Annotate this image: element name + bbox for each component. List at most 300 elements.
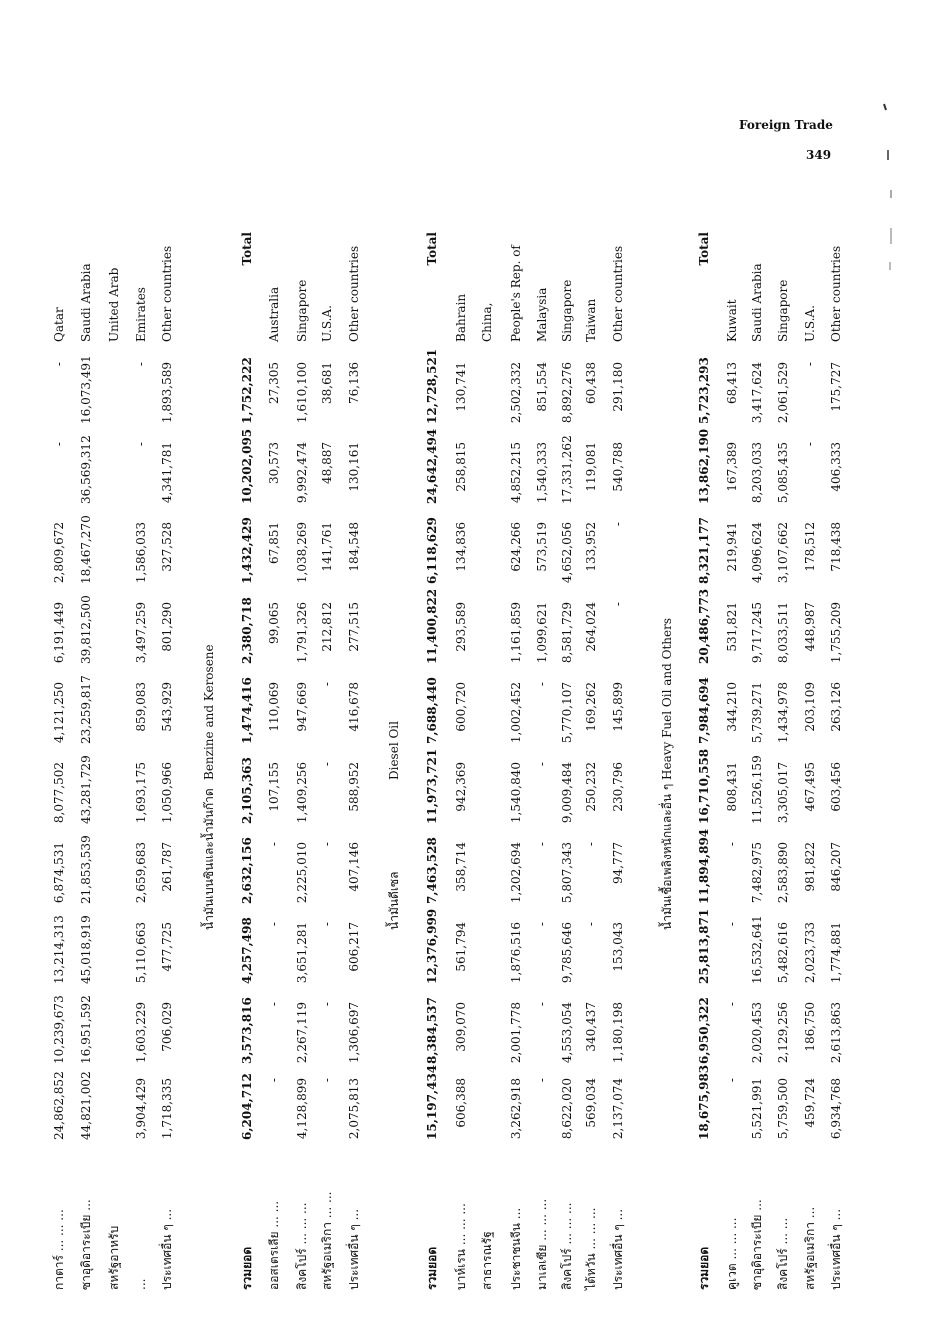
- value-cell: 17,331,262: [560, 435, 574, 504]
- table-row: [533, 220, 551, 1290]
- value-cell: 291,180: [611, 362, 625, 412]
- value-cell: 1,755,209: [829, 602, 843, 664]
- table-row: [582, 220, 600, 1290]
- row-label-th: รวมยอด: [697, 1246, 711, 1290]
- value-cell: 4,652,056: [560, 522, 574, 584]
- value-cell: -: [535, 1002, 549, 1007]
- value-cell: 851,554: [535, 362, 549, 412]
- value-cell: 467,495: [803, 762, 817, 812]
- value-cell: 11,973,721: [425, 748, 439, 824]
- table-row: [452, 220, 470, 1290]
- value-cell: -: [320, 842, 334, 847]
- value-cell: 277,515: [347, 602, 361, 652]
- value-cell: -: [535, 922, 549, 927]
- value-cell: 5,759,500: [776, 1078, 790, 1140]
- value-cell: 718,438: [829, 522, 843, 572]
- value-cell: 43,281,729: [79, 755, 93, 824]
- row-label-en: United Arab: [107, 267, 121, 342]
- value-cell: 76,136: [347, 362, 361, 404]
- table-row: [558, 220, 576, 1290]
- value-cell: 448,987: [803, 602, 817, 652]
- value-cell: 2,061,529: [776, 362, 790, 424]
- value-cell: -: [320, 1002, 334, 1007]
- value-cell: 5,085,435: [776, 442, 790, 504]
- section-title-th: น้ำมันเบนซินและน้ำมันก๊าด: [202, 788, 216, 930]
- value-cell: 18,675,983: [697, 1064, 711, 1140]
- value-cell: 1,876,516: [509, 922, 523, 984]
- value-cell: 7,688,440: [425, 677, 439, 744]
- table-row: [609, 220, 627, 1290]
- value-cell: 2,809,672: [52, 522, 66, 584]
- value-cell: 212,812: [320, 602, 334, 652]
- value-cell: 134,836: [454, 522, 468, 572]
- value-cell: 3,305,017: [776, 762, 790, 824]
- value-cell: 169,262: [584, 682, 598, 732]
- value-cell: 2,583,890: [776, 842, 790, 904]
- value-cell: 2,225,010: [295, 842, 309, 904]
- row-label-en: Saudi Arabia: [750, 263, 764, 342]
- value-cell: -: [584, 842, 598, 847]
- value-cell: 21,853,539: [79, 835, 93, 904]
- value-cell: 133,952: [584, 522, 598, 572]
- value-cell: 4,096,624: [750, 522, 764, 584]
- value-cell: 846,207: [829, 842, 843, 892]
- value-cell: 175,727: [829, 362, 843, 412]
- value-cell: -: [611, 602, 625, 607]
- section-title-en: Diesel Oil: [387, 721, 401, 780]
- value-cell: 1,693,175: [134, 762, 148, 824]
- value-cell: 1,540,840: [509, 762, 523, 824]
- row-label-en: Bahrain: [454, 293, 468, 342]
- value-cell: 588,952: [347, 762, 361, 812]
- value-cell: 624,266: [509, 522, 523, 572]
- value-cell: 6,204,712: [240, 1073, 254, 1140]
- table-row: [105, 220, 123, 1290]
- value-cell: 1,038,269: [295, 522, 309, 584]
- row-label-en: Total: [240, 232, 254, 266]
- value-cell: 10,239,673: [52, 995, 66, 1064]
- value-cell: 264,024: [584, 602, 598, 652]
- value-cell: 203,109: [803, 682, 817, 732]
- row-label-th: สาธารณรัฐ: [480, 1231, 494, 1290]
- value-cell: 706,029: [160, 1002, 174, 1052]
- value-cell: 2,380,718: [240, 597, 254, 664]
- row-label-en: Other countries: [160, 245, 174, 342]
- value-cell: -: [267, 922, 281, 927]
- value-cell: 309,070: [454, 1002, 468, 1052]
- value-cell: 2,659,683: [134, 842, 148, 904]
- value-cell: 540,788: [611, 442, 625, 492]
- value-cell: -: [267, 1078, 281, 1083]
- value-cell: 561,794: [454, 922, 468, 972]
- value-cell: 8,077,502: [52, 762, 66, 824]
- value-cell: 1,586,033: [134, 522, 148, 584]
- row-label-th: บาห์เรน ... ... ...: [454, 1203, 468, 1290]
- value-cell: -: [52, 362, 66, 367]
- value-cell: 8,321,177: [697, 517, 711, 584]
- value-cell: -: [535, 842, 549, 847]
- value-cell: 6,934,768: [829, 1078, 843, 1140]
- row-label-th: ประเทศอื่น ๆ ...: [829, 1208, 843, 1290]
- row-label-th: ซาอุดิอาระเบีย ...: [79, 1199, 93, 1290]
- value-cell: 258,815: [454, 442, 468, 492]
- value-cell: 1,540,333: [535, 442, 549, 504]
- row-label-en: People's Rep. of: [509, 245, 523, 342]
- value-cell: 141,761: [320, 522, 334, 572]
- value-cell: 603,456: [829, 762, 843, 812]
- value-cell: -: [535, 1078, 549, 1083]
- value-cell: 3,107,662: [776, 522, 790, 584]
- value-cell: 947,669: [295, 682, 309, 732]
- value-cell: 12,376,999: [425, 908, 439, 984]
- table-row: [293, 220, 311, 1290]
- value-cell: 2,613,863: [829, 1002, 843, 1064]
- value-cell: 1,610,100: [295, 362, 309, 424]
- value-cell: 1,893,589: [160, 362, 174, 424]
- value-cell: 250,232: [584, 762, 598, 812]
- table-row: [478, 220, 496, 1290]
- value-cell: 8,033,511: [776, 602, 790, 664]
- value-cell: 261,787: [160, 842, 174, 892]
- value-cell: 606,217: [347, 922, 361, 972]
- value-cell: 7,984,694: [697, 677, 711, 744]
- value-cell: 27,305: [267, 362, 281, 404]
- row-label-en: U.S.A.: [320, 305, 334, 342]
- value-cell: 8,892,276: [560, 362, 574, 424]
- value-cell: 5,521,991: [750, 1078, 764, 1140]
- value-cell: 4,121,250: [52, 682, 66, 744]
- value-cell: -: [535, 682, 549, 687]
- value-cell: 25,813,871: [697, 908, 711, 984]
- row-label-th: สิงคโปร์ ... ...: [776, 1217, 790, 1290]
- value-cell: 23,259,817: [79, 675, 93, 744]
- row-label-th: สิงคโปร์ ... ... ...: [560, 1202, 574, 1290]
- value-cell: 99,065: [267, 602, 281, 644]
- row-label-th: กาตาร์ ... ... ...: [52, 1209, 66, 1290]
- value-cell: 2,020,453: [750, 1002, 764, 1064]
- value-cell: 5,739,271: [750, 682, 764, 744]
- row-label-en: Other countries: [829, 245, 843, 342]
- value-cell: 573,519: [535, 522, 549, 572]
- value-cell: 1,306,697: [347, 1002, 361, 1064]
- row-label-en: Taiwan: [584, 298, 598, 342]
- table-row: [827, 220, 845, 1290]
- row-label-en: Other countries: [347, 245, 361, 342]
- value-cell: 1,180,198: [611, 1002, 625, 1064]
- value-cell: 39,812,500: [79, 595, 93, 664]
- value-cell: 1,791,326: [295, 602, 309, 664]
- value-cell: 416,678: [347, 682, 361, 732]
- section-title-en: Benzine and Kerosene: [202, 644, 216, 780]
- value-cell: -: [267, 1002, 281, 1007]
- value-cell: -: [320, 762, 334, 767]
- row-label-th: รวมยอด: [240, 1246, 254, 1290]
- value-cell: -: [725, 842, 739, 847]
- row-label-th: สหรัฐอเมริกา ... ...: [320, 1191, 334, 1290]
- row-label-en: China,: [480, 302, 494, 342]
- section-title-th: น้ำมันเชื้อเพลิงหนักและอื่น ๆ: [660, 783, 674, 930]
- value-cell: 44,821,002: [79, 1071, 93, 1140]
- value-cell: -: [725, 1002, 739, 1007]
- value-cell: 263,126: [829, 682, 843, 732]
- table-row: [507, 220, 525, 1290]
- table-row: [774, 220, 792, 1290]
- value-cell: 4,852,215: [509, 442, 523, 504]
- value-cell: 107,155: [267, 762, 281, 812]
- value-cell: 3,904,429: [134, 1078, 148, 1140]
- value-cell: 16,710,558: [697, 748, 711, 824]
- value-cell: 145,899: [611, 682, 625, 732]
- value-cell: 801,290: [160, 602, 174, 652]
- value-cell: 10,202,095: [240, 428, 254, 504]
- row-label-en: Emirates: [134, 287, 148, 342]
- value-cell: -: [611, 522, 625, 527]
- row-label-en: Saudi Arabia: [79, 263, 93, 342]
- value-cell: 2,632,156: [240, 837, 254, 904]
- value-cell: 5,807,343: [560, 842, 574, 904]
- value-cell: 230,796: [611, 762, 625, 812]
- value-cell: 186,750: [803, 1002, 817, 1052]
- value-cell: -: [725, 922, 739, 927]
- table-row: [723, 220, 741, 1290]
- value-cell: 16,951,592: [79, 995, 93, 1064]
- value-cell: -: [320, 1078, 334, 1083]
- value-cell: 94,777: [611, 842, 625, 884]
- section-title-en: Heavy Fuel Oil and Others: [660, 618, 674, 780]
- value-cell: 30,573: [267, 442, 281, 484]
- value-cell: 130,741: [454, 362, 468, 412]
- value-cell: 406,333: [829, 442, 843, 492]
- row-label-th: มาเลเซีย ... ... ...: [535, 1198, 549, 1290]
- value-cell: 1,202,694: [509, 842, 523, 904]
- row-label-en: U.S.A.: [803, 305, 817, 342]
- value-cell: 5,723,293: [697, 357, 711, 424]
- value-cell: 3,417,624: [750, 362, 764, 424]
- value-cell: 358,714: [454, 842, 468, 892]
- value-cell: 600,720: [454, 682, 468, 732]
- value-cell: 569,034: [584, 1078, 598, 1128]
- table-row: [801, 220, 819, 1290]
- value-cell: 167,389: [725, 442, 739, 492]
- row-label-en: Singapore: [295, 279, 309, 342]
- value-cell: 6,950,322: [697, 997, 711, 1064]
- value-cell: 11,894,894: [697, 828, 711, 904]
- value-cell: 2,075,813: [347, 1078, 361, 1140]
- total-row: [695, 220, 713, 1290]
- value-cell: 67,851: [267, 522, 281, 564]
- value-cell: 606,388: [454, 1078, 468, 1128]
- value-cell: -: [320, 682, 334, 687]
- value-cell: 20,486,773: [697, 588, 711, 664]
- row-label-th: ประเทศอื่น ๆ ...: [611, 1208, 625, 1290]
- value-cell: 2,023,733: [803, 922, 817, 984]
- value-cell: 38,681: [320, 362, 334, 404]
- row-label-th: ออสเตรเลีย ... ...: [267, 1200, 281, 1290]
- row-label-th: สหรัฐอเมริกา ...: [803, 1206, 817, 1290]
- value-cell: 942,369: [454, 762, 468, 812]
- value-cell: 2,137,074: [611, 1078, 625, 1140]
- value-cell: 2,267,119: [295, 1002, 309, 1064]
- section-heading: [385, 220, 403, 1290]
- row-label-en: Total: [697, 232, 711, 266]
- value-cell: 16,073,491: [79, 355, 93, 424]
- row-label-en: Singapore: [560, 279, 574, 342]
- value-cell: -: [134, 442, 148, 447]
- table-row: [345, 220, 363, 1290]
- value-cell: 5,110,663: [134, 922, 148, 984]
- value-cell: -: [267, 842, 281, 847]
- value-cell: 1,099,621: [535, 602, 549, 664]
- value-cell: 178,512: [803, 522, 817, 572]
- total-row: [423, 220, 441, 1290]
- table-row: [77, 220, 95, 1290]
- value-cell: -: [535, 762, 549, 767]
- value-cell: 1,434,978: [776, 682, 790, 744]
- table-row: [318, 220, 336, 1290]
- table-row: [132, 220, 150, 1290]
- value-cell: 477,725: [160, 922, 174, 972]
- row-label-th: คูเวต ... ... ...: [725, 1217, 739, 1290]
- row-label-th: ซาอุดิอาระเบีย ...: [750, 1199, 764, 1290]
- section-heading: [200, 220, 218, 1290]
- row-label-th: ประเทศอื่น ๆ ...: [347, 1208, 361, 1290]
- value-cell: 110,069: [267, 682, 281, 732]
- value-cell: 459,724: [803, 1078, 817, 1128]
- value-cell: 7,463,528: [425, 837, 439, 904]
- value-cell: -: [584, 922, 598, 927]
- value-cell: 6,874,531: [52, 842, 66, 904]
- value-cell: 9,009,484: [560, 762, 574, 824]
- value-cell: 119,081: [584, 442, 598, 492]
- value-cell: 2,105,363: [240, 757, 254, 824]
- table-row: [748, 220, 766, 1290]
- value-cell: 219,941: [725, 522, 739, 572]
- value-cell: 2,502,332: [509, 362, 523, 424]
- value-cell: 5,482,616: [776, 922, 790, 984]
- value-cell: 24,642,494: [425, 428, 439, 504]
- value-cell: 13,214,313: [52, 915, 66, 984]
- value-cell: 24,862,852: [52, 1071, 66, 1140]
- value-cell: 340,437: [584, 1002, 598, 1052]
- value-cell: 3,497,259: [134, 602, 148, 664]
- value-cell: -: [52, 442, 66, 447]
- value-cell: 9,992,474: [295, 442, 309, 504]
- value-cell: 60,438: [584, 362, 598, 404]
- value-cell: 531,821: [725, 602, 739, 652]
- value-cell: 11,400,822: [425, 588, 439, 664]
- value-cell: 7,482,975: [750, 842, 764, 904]
- row-label-th: ประชาชนจีน ...: [509, 1207, 523, 1290]
- value-cell: 4,257,498: [240, 917, 254, 984]
- value-cell: 13,862,190: [697, 428, 711, 504]
- value-cell: 9,785,646: [560, 922, 574, 984]
- value-cell: -: [803, 362, 817, 367]
- value-cell: 407,146: [347, 842, 361, 892]
- total-row: [238, 220, 256, 1290]
- value-cell: 8,622,020: [560, 1078, 574, 1140]
- row-label-en: Other countries: [611, 245, 625, 342]
- row-label-en: Total: [425, 232, 439, 266]
- value-cell: 808,431: [725, 762, 739, 812]
- value-cell: -: [320, 922, 334, 927]
- value-cell: 130,161: [347, 442, 361, 492]
- row-label-th: สหรัฐอาหรับ: [107, 1225, 121, 1290]
- value-cell: 1,002,452: [509, 682, 523, 744]
- value-cell: 36,569,312: [79, 435, 93, 504]
- value-cell: 184,548: [347, 522, 361, 572]
- value-cell: 344,210: [725, 682, 739, 732]
- row-label-th: ไต้หวัน ... ... ...: [584, 1207, 598, 1290]
- value-cell: 1,432,429: [240, 517, 254, 584]
- value-cell: 18,467,270: [79, 515, 93, 584]
- row-label-th: สิงคโปร์ ... ... ...: [295, 1202, 309, 1290]
- value-cell: 8,203,033: [750, 442, 764, 504]
- value-cell: 48,887: [320, 442, 334, 484]
- value-cell: 1,409,256: [295, 762, 309, 824]
- value-cell: 2,001,778: [509, 1002, 523, 1064]
- value-cell: 12,728,521: [425, 348, 439, 424]
- value-cell: 859,083: [134, 682, 148, 732]
- value-cell: -: [803, 442, 817, 447]
- page-number: 349: [806, 148, 832, 162]
- value-cell: 327,528: [160, 522, 174, 572]
- row-label-en: Australia: [267, 286, 281, 342]
- rotated-table: [50, 220, 850, 1290]
- row-label-th: ประเทศอื่น ๆ ...: [160, 1208, 174, 1290]
- value-cell: 543,929: [160, 682, 174, 732]
- value-cell: 1,161,859: [509, 602, 523, 664]
- row-label-th: รวมยอด: [425, 1246, 439, 1290]
- row-label-en: Qatar: [52, 307, 66, 342]
- value-cell: 11,526,159: [750, 755, 764, 824]
- row-label-th: ...: [134, 1278, 148, 1290]
- row-label-en: Kuwait: [725, 299, 739, 342]
- value-cell: 1,474,416: [240, 677, 254, 744]
- value-cell: 8,384,537: [425, 997, 439, 1064]
- value-cell: 3,651,281: [295, 922, 309, 984]
- value-cell: 3,573,816: [240, 997, 254, 1064]
- value-cell: 1,774,881: [829, 922, 843, 984]
- value-cell: 293,589: [454, 602, 468, 652]
- table-row: [265, 220, 283, 1290]
- value-cell: 2,129,256: [776, 1002, 790, 1064]
- value-cell: -: [134, 362, 148, 367]
- value-cell: -: [725, 1078, 739, 1083]
- value-cell: 6,118,629: [425, 517, 439, 584]
- row-label-en: Singapore: [776, 279, 790, 342]
- value-cell: 16,532,641: [750, 915, 764, 984]
- value-cell: 45,018,919: [79, 915, 93, 984]
- row-label-en: Malaysia: [535, 287, 549, 342]
- value-cell: 4,128,899: [295, 1078, 309, 1140]
- value-cell: 3,262,918: [509, 1078, 523, 1140]
- value-cell: 1,752,222: [240, 357, 254, 424]
- value-cell: 4,341,781: [160, 442, 174, 504]
- value-cell: 9,717,245: [750, 602, 764, 664]
- section-title-th: น้ำมันดีเซล: [387, 871, 401, 930]
- value-cell: 153,043: [611, 922, 625, 972]
- value-cell: 8,581,729: [560, 602, 574, 664]
- value-cell: 1,050,966: [160, 762, 174, 824]
- value-cell: 1,718,335: [160, 1078, 174, 1140]
- page-header-title: Foreign Trade: [739, 118, 833, 132]
- section-heading: [658, 220, 676, 1290]
- value-cell: 68,413: [725, 362, 739, 404]
- table-row: [50, 220, 68, 1290]
- table-row: [158, 220, 176, 1290]
- value-cell: 5,770,107: [560, 682, 574, 744]
- value-cell: 1,603,229: [134, 1002, 148, 1064]
